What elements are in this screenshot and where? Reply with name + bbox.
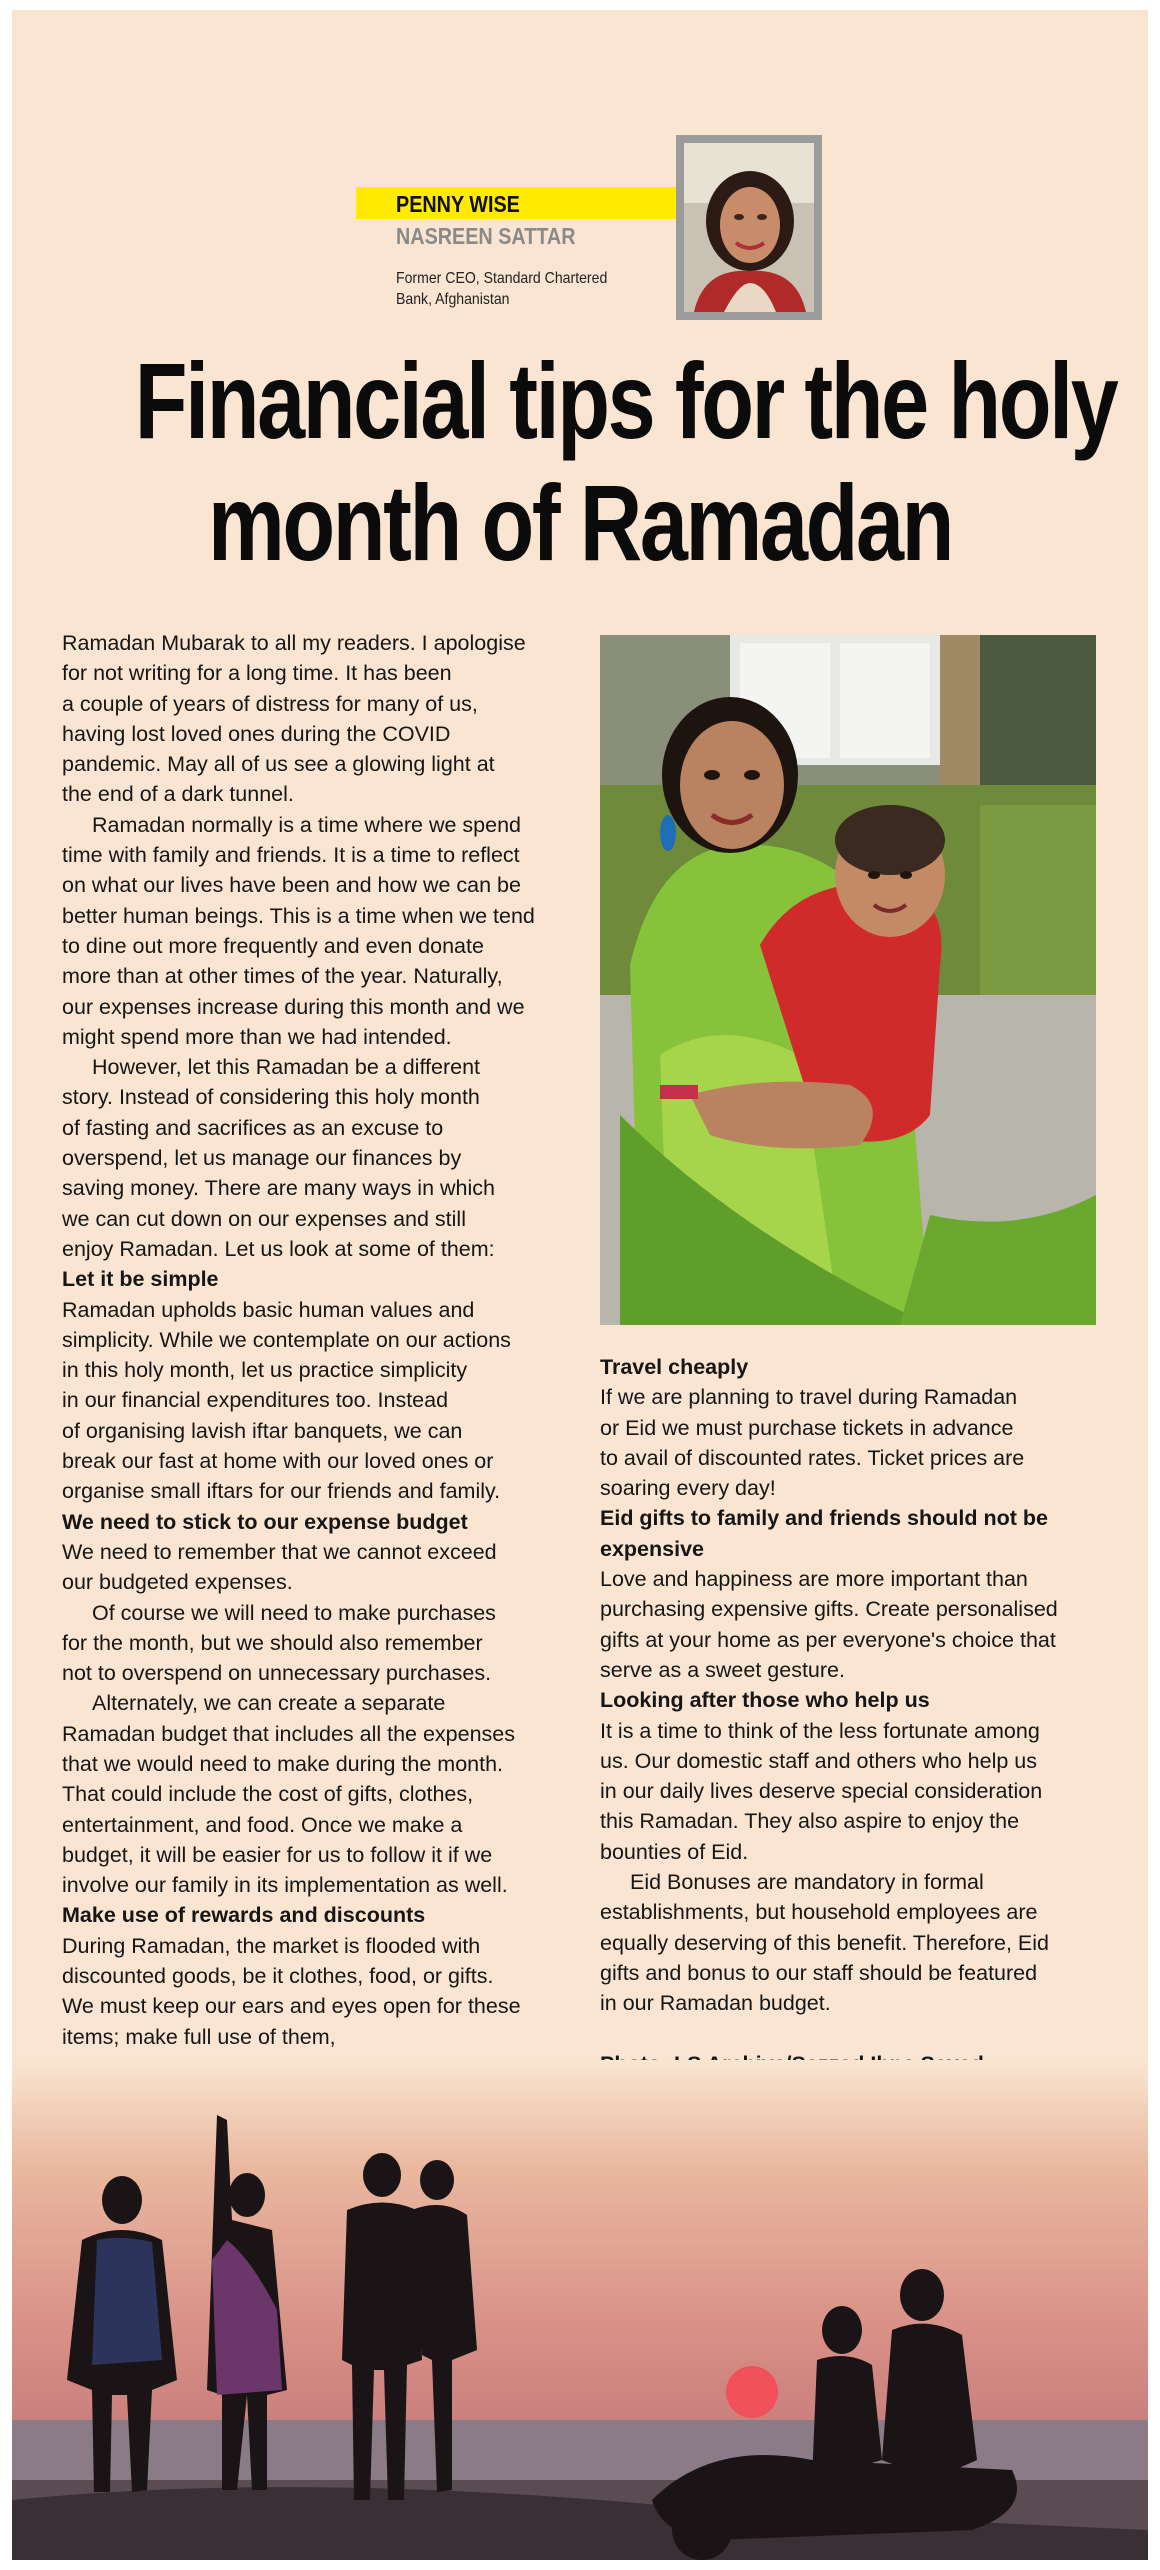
paragraph-line: Ramadan Mubarak to all my readers. I apologise: [62, 631, 526, 655]
paragraph-line: pandemic. May all of us see a glowing light at: [62, 752, 495, 777]
headline-line-2: month of Ramadan: [207, 462, 952, 583]
paragraph-line: It is a time to think of the less fortunate among: [600, 1718, 1040, 1743]
paragraph-line: bounties of Eid.: [600, 1839, 749, 1864]
paragraph-line: might spend more than we had intended.: [62, 1024, 452, 1049]
beach-sunset-image: [12, 2060, 1148, 2560]
author-portrait: [676, 135, 822, 320]
paragraph-line: If we are planning to travel during Ramadan: [600, 1385, 1018, 1410]
paragraph-line: we can cut down on our expenses and still: [62, 1206, 466, 1231]
paragraph-line: However, let this Ramadan be a different: [92, 1055, 481, 1080]
paragraph-line: of organising lavish iftar banquets, we can: [62, 1418, 463, 1443]
paragraph-line: We need to remember that we cannot exceed: [62, 1539, 497, 1564]
paragraph-line: in this holy month, let us practice simplicity: [62, 1358, 468, 1383]
paragraph-line: in our daily lives deserve special consideration: [600, 1779, 1043, 1804]
paragraph-line: overspend, let us manage our finances by: [62, 1146, 462, 1171]
paragraph-line: Ramadan normally is a time where we spend: [92, 812, 522, 837]
author-title: Former CEO, Standard Chartered Bank, Afghanistan: [396, 270, 608, 308]
paragraph-line: time with family and friends. It is a time to reflect: [62, 843, 520, 868]
paragraph-line: That could include the cost of gifts, clothes,: [62, 1782, 474, 1807]
author-name: NASREEN SATTAR: [396, 223, 576, 249]
paragraph-line: in our financial expenditures too. Instead: [62, 1388, 449, 1413]
paragraph-line: gifts at your home as per everyone's choice that: [600, 1627, 1056, 1652]
subheading: Let it be simple: [62, 1267, 219, 1292]
paragraph-line: our budgeted expenses.: [62, 1570, 293, 1595]
headline-line-1: Financial tips for the holy: [134, 340, 1117, 461]
article-photo: [600, 635, 1096, 1325]
subheading: Eid gifts to family and friends should not be: [600, 1506, 1048, 1531]
paragraph-line: simplicity. While we contemplate on our actions: [62, 1327, 511, 1352]
subheading: Make use of rewards and discounts: [62, 1903, 426, 1928]
paragraph-line: our expenses increase during this month and we: [62, 994, 525, 1019]
paragraph-line: Love and happiness are more important than: [600, 1567, 1028, 1592]
paragraph-line: us. Our domestic staff and others who help us: [600, 1748, 1038, 1773]
paragraph-line: entertainment, and food. Once we make a: [62, 1812, 463, 1837]
paragraph-line: or Eid we must purchase tickets in advance: [600, 1415, 1014, 1440]
byline: [356, 135, 826, 325]
paragraph-line: Alternately, we can create a separate: [92, 1691, 446, 1716]
paragraph-line: Of course we will need to make purchases: [92, 1600, 496, 1625]
paragraph-line: Eid Bonuses are mandatory in formal: [630, 1870, 984, 1895]
paragraph-line: more than at other times of the year. Naturally,: [62, 964, 503, 989]
paragraph-line: break our fast at home with our loved ones or: [62, 1449, 494, 1474]
paragraph-line: items; make full use of them,: [62, 2024, 336, 2049]
paragraph-line: a couple of years of distress for many of us,: [62, 691, 478, 716]
column-tag: PENNY WISE: [396, 191, 520, 217]
headline: [12, 340, 1148, 584]
paragraph-line: soaring every day!: [600, 1476, 776, 1501]
paragraph-line: establishments, but household employees are: [600, 1900, 1038, 1925]
paragraph-line: this Ramadan. They also aspire to enjoy the: [600, 1809, 1020, 1834]
subheading: Travel cheaply: [600, 1355, 749, 1379]
paragraph-line: for not writing for a long time. It has been: [62, 661, 452, 686]
paragraph-line: to dine out more frequently and even donate: [62, 933, 484, 958]
paragraph-line: Ramadan budget that includes all the expenses: [62, 1721, 516, 1746]
author-portrait-image: [684, 143, 814, 312]
paragraph-line: We must keep our ears and eyes open for these: [62, 1994, 521, 2019]
paragraph-line: enjoy Ramadan. Let us look at some of them:: [62, 1236, 495, 1261]
paragraph-line: discounted goods, be it clothes, food, or gifts.: [62, 1964, 494, 1989]
column-tag-bar: [356, 187, 676, 219]
sunset-photo: [12, 2060, 1148, 2560]
paragraph-line: During Ramadan, the market is flooded with: [62, 1933, 481, 1958]
mother-child-photo: [600, 635, 1096, 1325]
newspaper-page: [12, 10, 1148, 2560]
paragraph-line: that we would need to make during the month.: [62, 1751, 504, 1776]
paragraph-line: gifts and bonus to our staff should be featured: [600, 1960, 1038, 1985]
paragraph-line: of fasting and sacrifices as an excuse to: [62, 1115, 444, 1140]
paragraph-line: in our Ramadan budget.: [600, 1991, 831, 2016]
paragraph-line: the end of a dark tunnel.: [62, 782, 294, 807]
right-column: [600, 1352, 1120, 2079]
paragraph-line: involve our family in its implementation as well.: [62, 1873, 508, 1898]
left-column: [62, 628, 582, 2052]
subheading: We need to stick to our expense budget: [62, 1509, 468, 1534]
paragraph-line: story. Instead of considering this holy month: [62, 1085, 480, 1110]
subheading: Looking after those who help us: [600, 1688, 930, 1713]
paragraph-line: serve as a sweet gesture.: [600, 1657, 845, 1682]
paragraph-line: not to overspend on unnecessary purchases.: [62, 1661, 492, 1686]
paragraph-line: equally deserving of this benefit. Therefore, Eid: [600, 1930, 1049, 1955]
paragraph-line: having lost loved ones during the COVID: [62, 721, 451, 746]
paragraph-line: better human beings. This is a time when we tend: [62, 903, 535, 928]
paragraph-line: saving money. There are many ways in which: [62, 1176, 495, 1201]
paragraph-line: purchasing expensive gifts. Create personalised: [600, 1597, 1058, 1622]
paragraph-line: Ramadan upholds basic human values and: [62, 1297, 475, 1322]
subheading: expensive: [600, 1536, 704, 1561]
paragraph-line: budget, it will be easier for us to follow it if we: [62, 1842, 493, 1867]
paragraph-line: on what our lives have been and how we can be: [62, 873, 521, 898]
paragraph-line: organise small iftars for our friends and family.: [62, 1479, 501, 1504]
paragraph-line: for the month, but we should also remember: [62, 1630, 483, 1655]
paragraph-line: to avail of discounted rates. Ticket prices are: [600, 1445, 1025, 1470]
